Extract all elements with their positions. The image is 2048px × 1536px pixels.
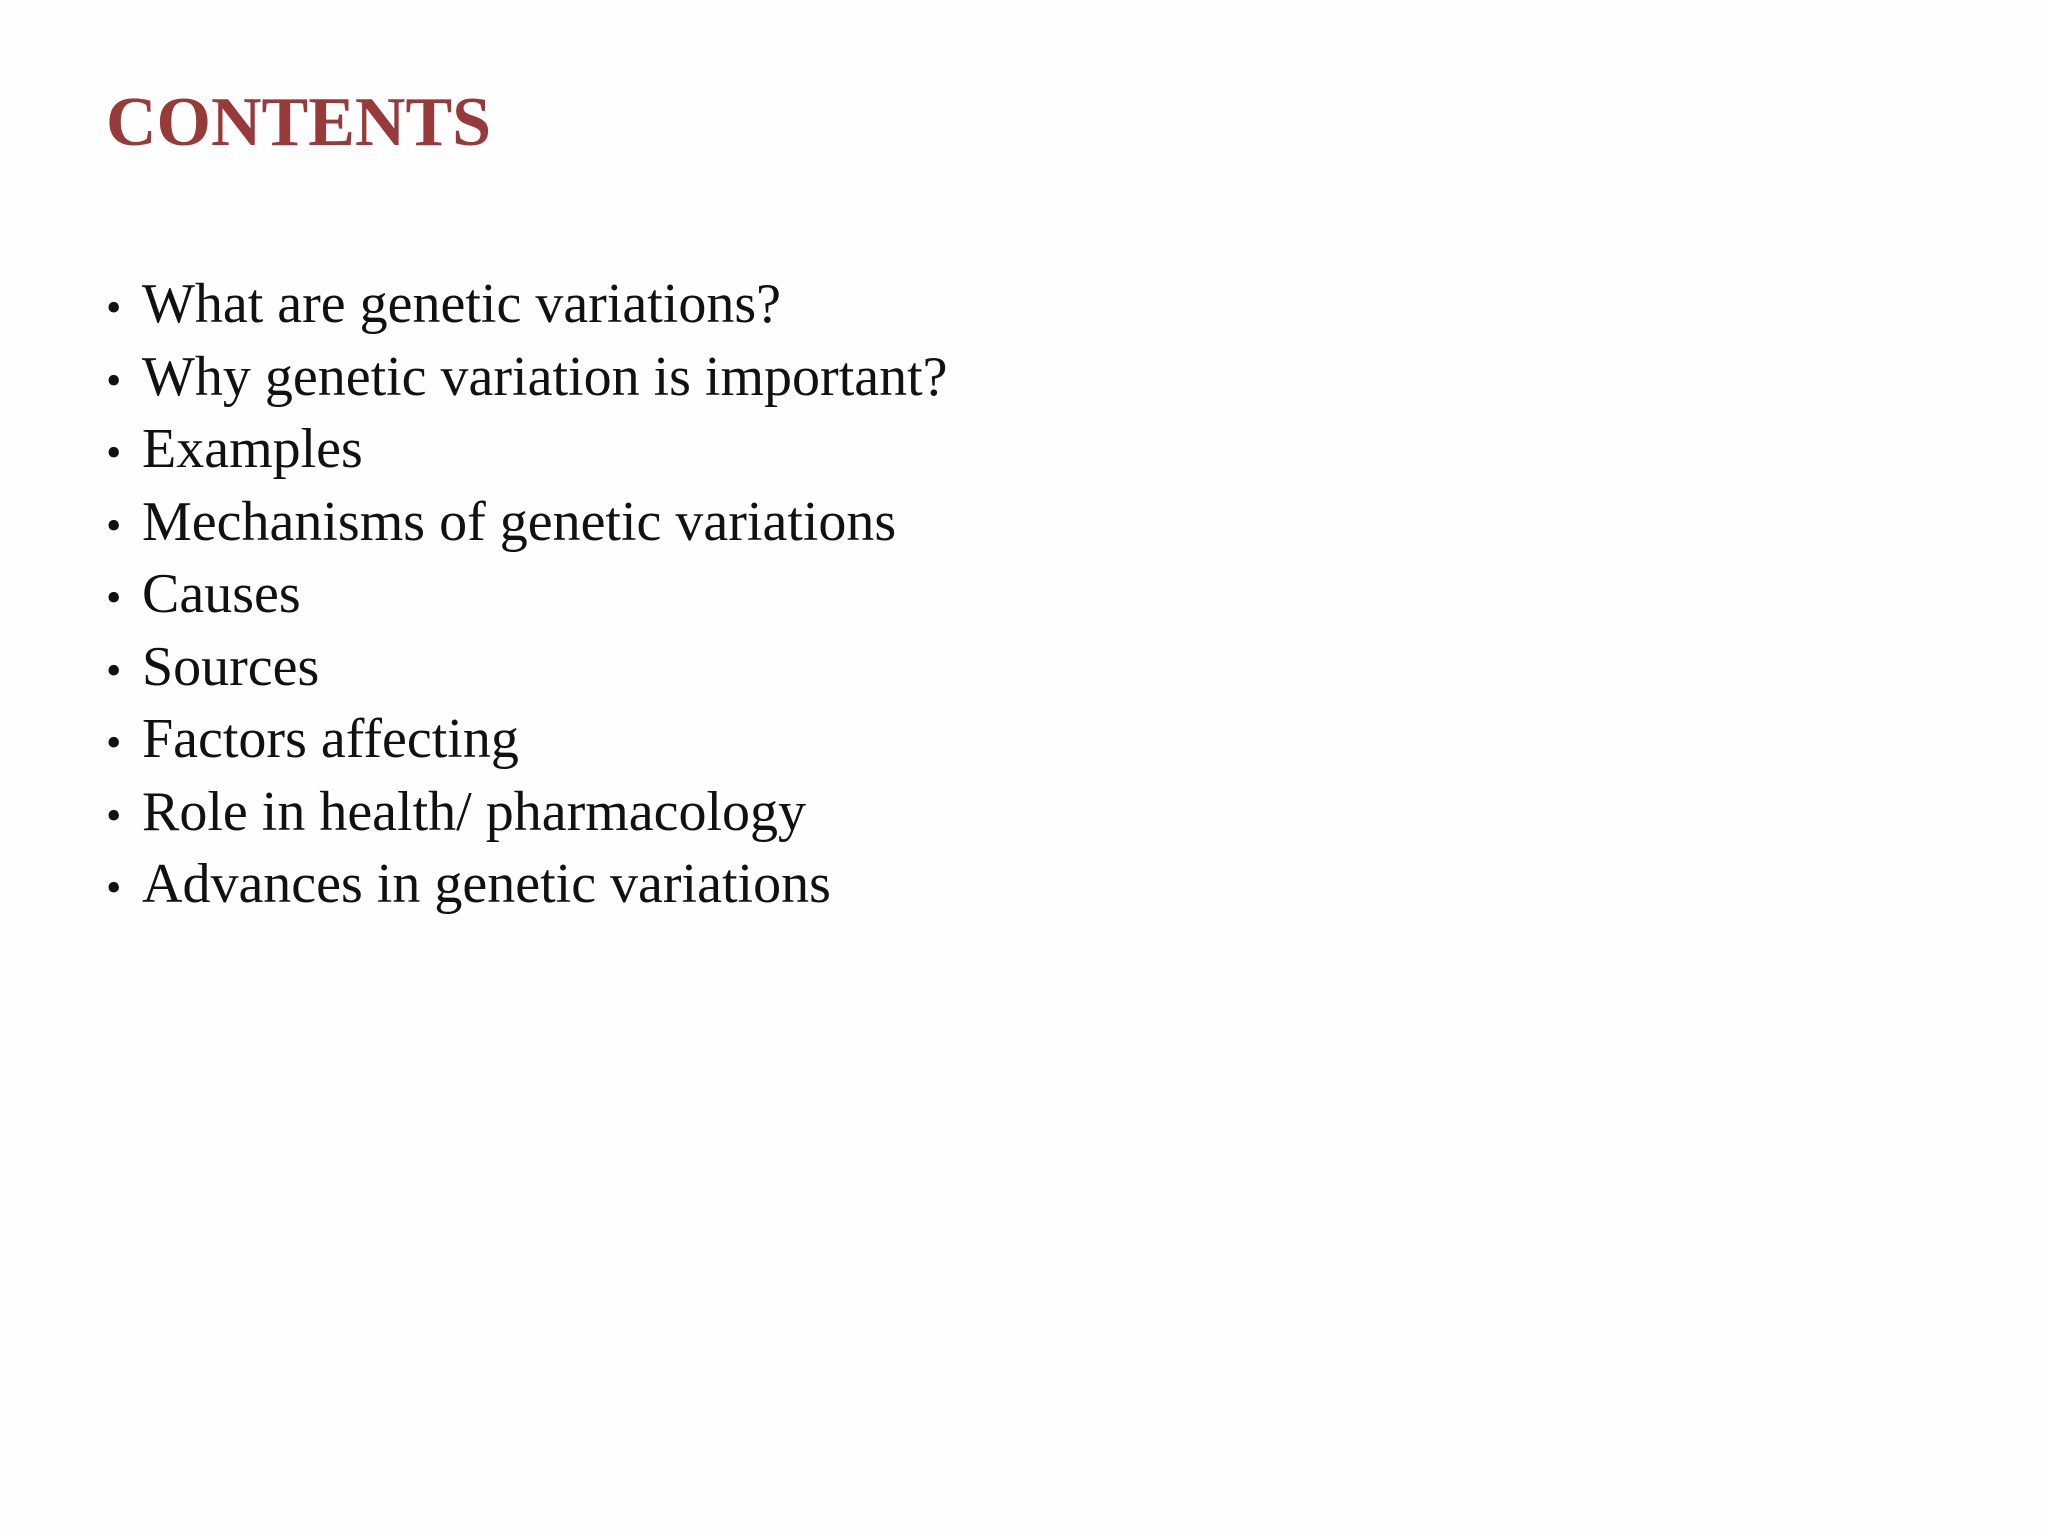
bullet-icon: • [106, 355, 122, 405]
list-item-text: Causes [142, 563, 301, 625]
list-item [106, 633, 948, 706]
bullet-icon: • [106, 863, 122, 912]
list-item [106, 415, 948, 488]
list-item [106, 778, 948, 851]
bullet-icon: • [106, 500, 122, 550]
bullet-icon: • [106, 573, 122, 622]
list-item-text: Why genetic variation is important? [142, 345, 948, 408]
list-item-text: Mechanisms of genetic variations [142, 490, 897, 553]
bullet-icon: • [106, 283, 122, 332]
contents-list [106, 270, 948, 923]
list-item-text: Factors affecting [142, 708, 519, 770]
bullet-icon: • [106, 790, 122, 840]
list-item [106, 488, 948, 561]
list-item [106, 270, 948, 343]
bullet-icon: • [106, 428, 122, 477]
bullet-icon: • [106, 718, 122, 767]
slide-title: CONTENTS [106, 84, 492, 161]
list-item-text: Sources [142, 635, 320, 698]
list-item [106, 705, 948, 778]
list-item-text: Examples [142, 418, 363, 480]
list-item [106, 343, 948, 416]
bullet-icon: • [106, 645, 122, 695]
list-item-text: What are genetic variations? [142, 273, 781, 335]
list-item [106, 850, 948, 923]
list-item [106, 560, 948, 633]
list-item-text: Advances in genetic variations [142, 853, 831, 915]
list-item-text: Role in health/ pharmacology [142, 780, 807, 843]
